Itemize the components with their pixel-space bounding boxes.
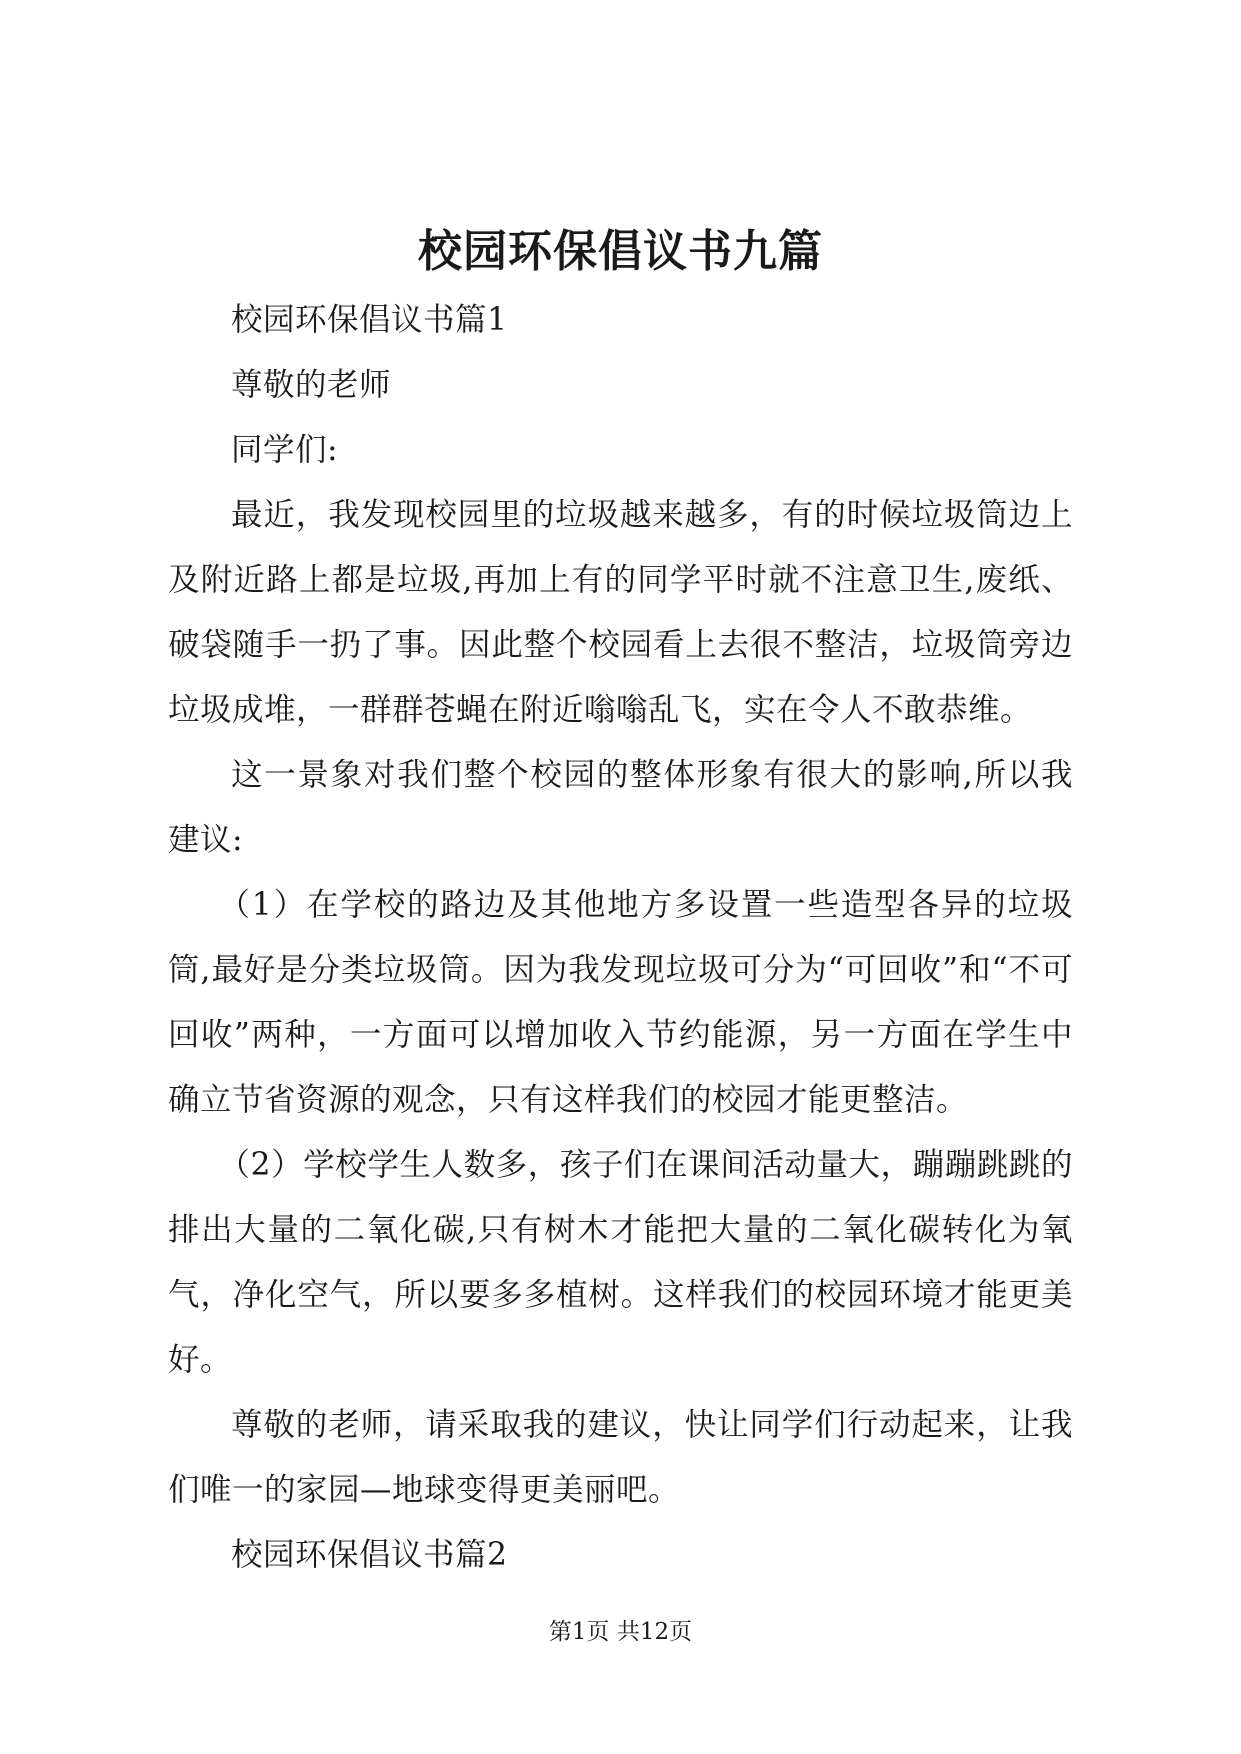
body-paragraph: 尊敬的老师，请采取我的建议，快让同学们行动起来，让我们唯一的家园—地球变得更美丽吧。	[168, 1407, 1073, 1508]
section-heading: 校园环保倡议书篇1	[231, 302, 508, 338]
suggestion-item: （1）在学校的路边及其他地方多设置一些造型各异的垃圾筒,最好是分类垃圾筒。因为我发现垃圾可分为“可回收”和“不可回收”两种，一方面可以增加收入节约能源，另一方面在学生中确立节省资源的观念，只有这样我们的校园才能更整洁。	[168, 887, 1073, 1118]
page-footer: 第1页 共12页	[548, 1619, 693, 1645]
salutation: 尊敬的老师	[231, 367, 392, 403]
document-title: 校园环保倡议书九篇	[418, 226, 823, 277]
salutation: 同学们:	[231, 432, 339, 468]
body-paragraph: 最近，我发现校园里的垃圾越来越多，有的时候垃圾筒边上及附近路上都是垃圾,再加上有的同学平时就不注意卫生,废纸、破袋随手一扔了事。因此整个校园看上去很不整洁，垃圾筒旁边垃圾成堆，一群群苍蝇在附近嗡嗡乱飞，实在令人不敢恭维。	[168, 497, 1073, 728]
document-body	[168, 288, 1073, 1588]
body-paragraph: 这一景象对我们整个校园的整体形象有很大的影响,所以我建议:	[168, 757, 1073, 858]
suggestion-item: （2）学校学生人数多，孩子们在课间活动量大，蹦蹦跳跳的排出大量的二氧化碳,只有树木才能把大量的二氧化碳转化为氧气，净化空气，所以要多多植树。这样我们的校园环境才能更美好。	[168, 1147, 1073, 1378]
section-heading: 校园环保倡议书篇2	[231, 1537, 508, 1573]
